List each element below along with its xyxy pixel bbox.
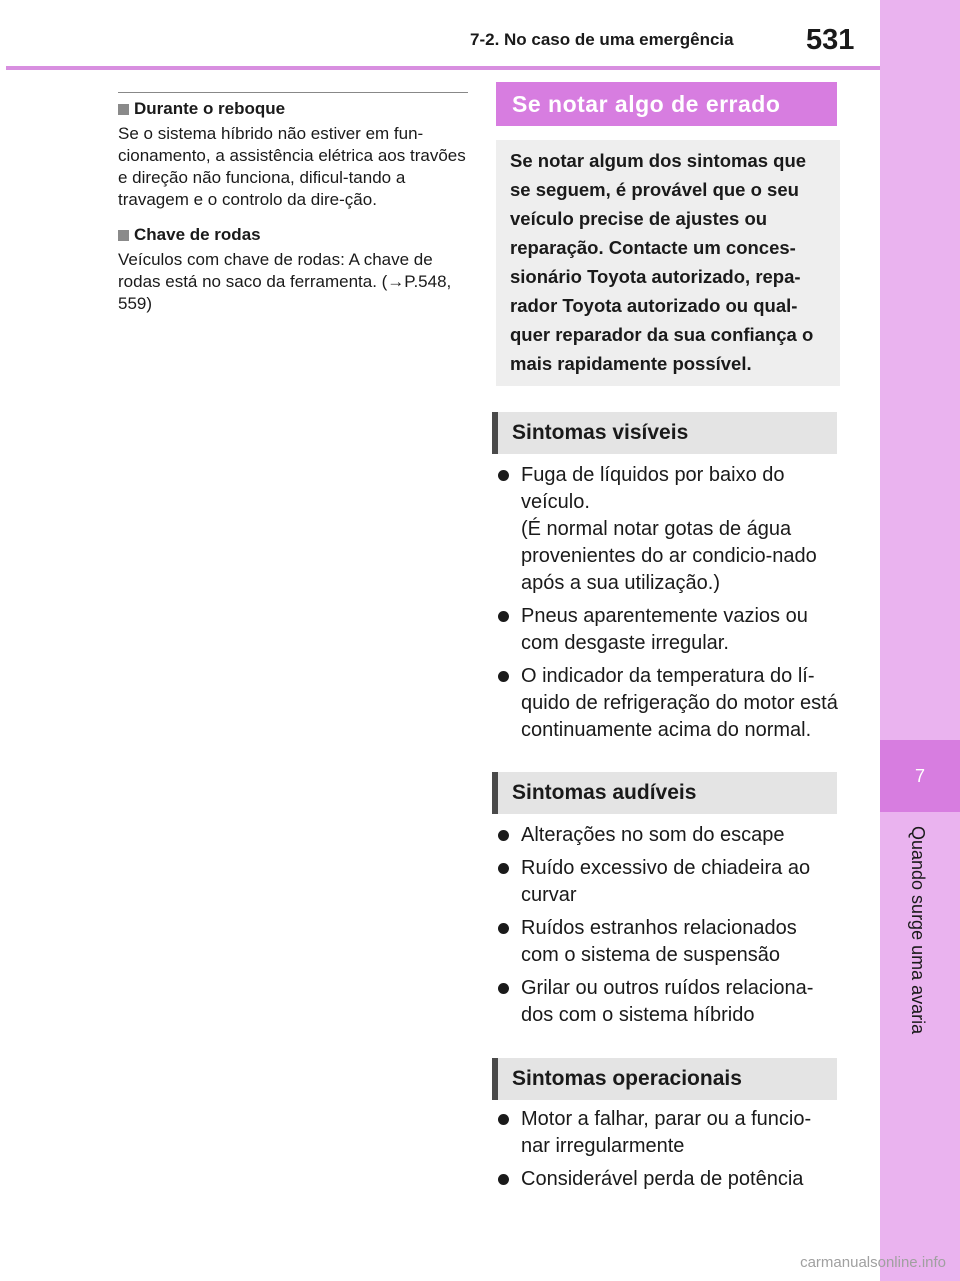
left-column bbox=[118, 92, 468, 329]
bullet-list-audible bbox=[498, 822, 840, 1035]
header-divider bbox=[6, 66, 880, 70]
paragraph: Se o sistema híbrido não estiver em fun-cionamento, a assistência elétrica aos travões e direção não funciona, dificul-tando a travagem e o controlo da dire-ção. bbox=[118, 124, 466, 209]
list-item-text: Motor a falhar, parar ou a funcio-nar irregularmente bbox=[521, 1108, 812, 1157]
bullet-icon bbox=[498, 470, 509, 481]
subheading bbox=[118, 99, 468, 119]
list-item bbox=[498, 915, 840, 969]
bullet-list-visible bbox=[498, 462, 840, 750]
list-item bbox=[498, 855, 840, 909]
topic-title: Se notar algo de errado bbox=[496, 82, 837, 126]
list-item bbox=[498, 1166, 840, 1193]
section-heading-audible: Sintomas audíveis bbox=[492, 772, 837, 814]
square-bullet-icon bbox=[118, 230, 129, 241]
section-title: 7-2. No caso de uma emergência bbox=[470, 30, 734, 49]
list-item-text: Fuga de líquidos por baixo do veículo. (É normal notar gotas de água provenientes do ar condicio-nado após a sua utilização.) bbox=[521, 464, 817, 594]
left-divider bbox=[118, 92, 468, 93]
bullet-icon bbox=[498, 923, 509, 934]
chapter-number: 7 bbox=[914, 765, 925, 786]
bullet-icon bbox=[498, 983, 509, 994]
bullet-icon bbox=[498, 1114, 509, 1125]
subheading-label: Durante o reboque bbox=[134, 99, 286, 118]
watermark: carmanualsonline.info bbox=[800, 1254, 946, 1271]
subheading-label: Chave de rodas bbox=[134, 225, 261, 244]
list-item-text: Grilar ou outros ruídos relaciona-dos com o sistema híbrido bbox=[521, 977, 814, 1026]
square-bullet-icon bbox=[118, 104, 129, 115]
chapter-title: Quando surge uma avaria bbox=[908, 826, 928, 1035]
list-item bbox=[498, 603, 840, 657]
section-heading-operational: Sintomas operacionais bbox=[492, 1058, 837, 1100]
list-item-text: O indicador da temperatura do lí-quido de refrigeração do motor está continuamente acima do normal. bbox=[521, 665, 838, 741]
intro-box: Se notar algum dos sintomas que se seguem, é provável que o seu veículo precise de ajustes ou reparação. Contacte um conces-sionário Toyota autorizado, repa-rador Toyota autorizado ou qual-quer reparador da sua confiança o mais rapidamente possível. bbox=[496, 140, 840, 386]
bullet-icon bbox=[498, 611, 509, 622]
section-heading-visible: Sintomas visíveis bbox=[492, 412, 837, 454]
list-item-text: Alterações no som do escape bbox=[521, 824, 785, 846]
list-item bbox=[498, 822, 840, 849]
list-item-text: Pneus aparentemente vazios ou com desgaste irregular. bbox=[521, 605, 808, 654]
list-item-text: Considerável perda de potência bbox=[521, 1168, 804, 1190]
chapter-band bbox=[880, 0, 960, 1281]
bullet-icon bbox=[498, 671, 509, 682]
bullet-list-operational bbox=[498, 1106, 840, 1199]
bullet-icon bbox=[498, 830, 509, 841]
list-item bbox=[498, 1106, 840, 1160]
paragraph: Veículos com chave de rodas: A chave de rodas está no saco da ferramenta. (→P.548, 559) bbox=[118, 250, 452, 313]
bullet-icon bbox=[498, 863, 509, 874]
list-item bbox=[498, 663, 840, 744]
chapter-tab[interactable] bbox=[880, 740, 960, 812]
page-number: 531 bbox=[806, 24, 855, 56]
list-item bbox=[498, 975, 840, 1029]
subheading bbox=[118, 225, 468, 245]
list-item-text: Ruídos estranhos relacionados com o sistema de suspensão bbox=[521, 917, 797, 966]
list-item-text: Ruído excessivo de chiadeira ao curvar bbox=[521, 857, 811, 906]
list-item bbox=[498, 462, 840, 597]
bullet-icon bbox=[498, 1174, 509, 1185]
